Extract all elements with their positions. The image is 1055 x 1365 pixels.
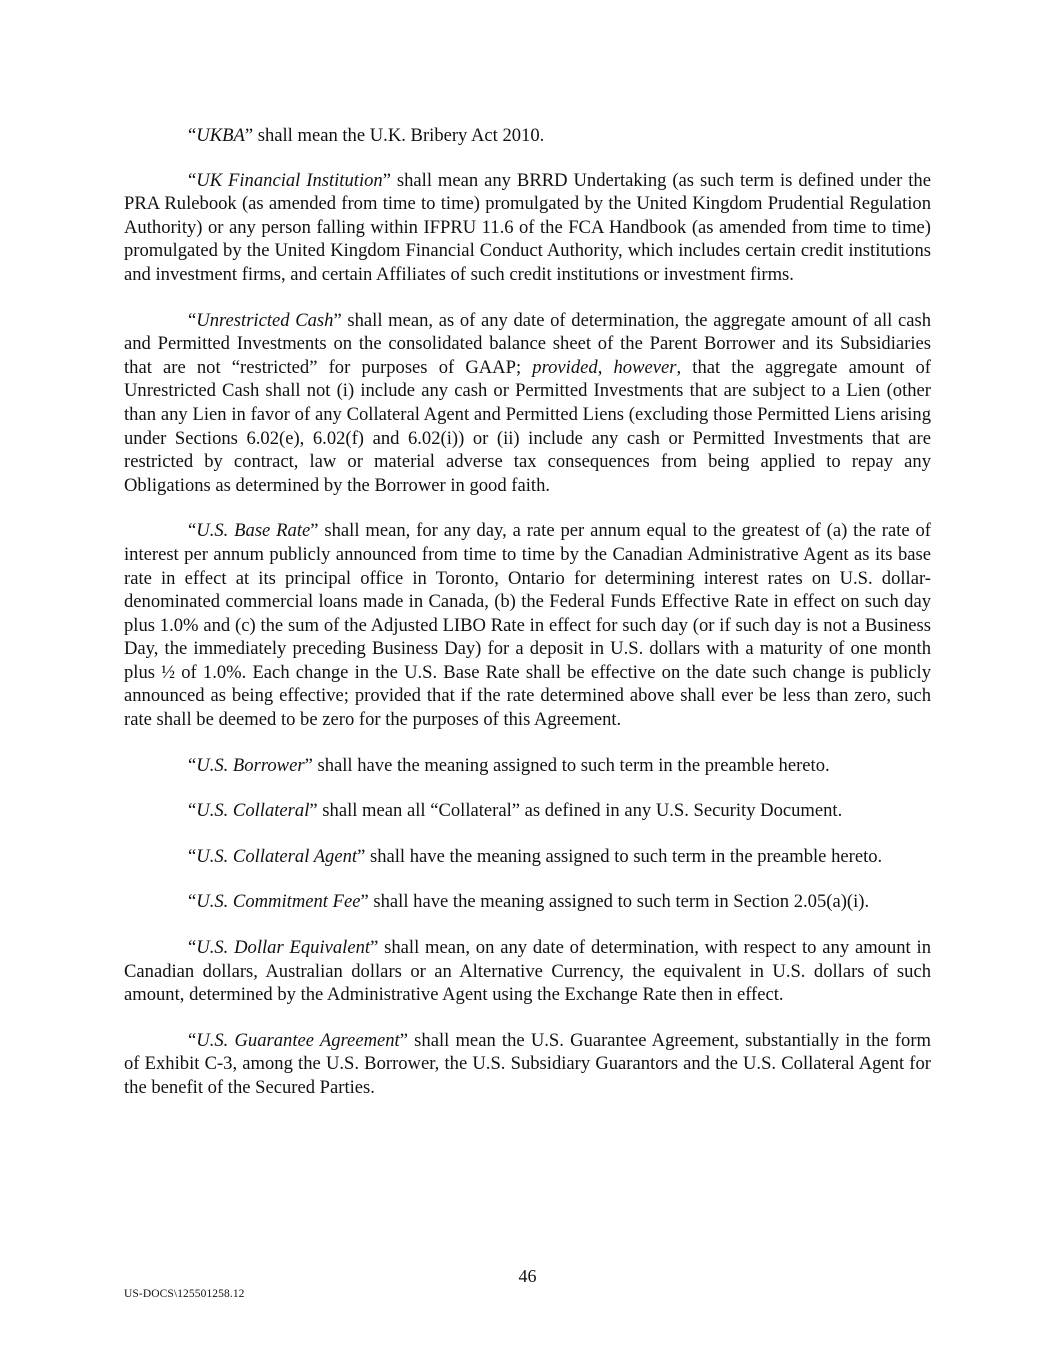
definition-text: ” shall mean, on any date of determination, with respect to any amount in Canadian dollars, Australian dollars or an Alternative Currency, the equivalent in U.S. dollars of such amount, determined by the Administrative Agent using the Exchange Rate then in effect. bbox=[124, 937, 931, 1006]
defined-term: U.S. Guarantee Agreement bbox=[196, 1029, 400, 1051]
defined-term: UK Financial Institution bbox=[196, 169, 383, 191]
page-number: 46 bbox=[518, 1266, 537, 1286]
document-id: US-DOCS\125501258.12 bbox=[124, 1288, 245, 1300]
defined-term: U.S. Borrower bbox=[196, 754, 305, 776]
separator: , bbox=[597, 356, 614, 378]
definition-uk-financial-institution: “UK Financial Institution” shall mean any BRRD Undertaking (as such term is defined under the PRA Rulebook (as amended from time to time) promulgated by the United Kingdom Prudential Regulation Authority) or any person falling within IFPRU 11.6 of the FCA Handbook (as amended from time to time) promulgated by the United Kingdom Financial Conduct Authority, which includes certain credit institutions and investment firms, and certain Affiliates of such credit institutions or investment firms. bbox=[124, 169, 931, 285]
defined-term: U.S. Base Rate bbox=[196, 520, 311, 542]
definition-us-guarantee-agreement: “U.S. Guarantee Agreement” shall mean the U.S. Guarantee Agreement, substantially in the form of Exhibit C-3, among the U.S. Borrower, the U.S. Subsidiary Guarantors and the U.S. Collateral Agent for the benefit of the Secured Parties. bbox=[124, 1029, 931, 1098]
defined-term: UKBA bbox=[196, 125, 245, 146]
defined-term: U.S. Collateral bbox=[196, 800, 310, 822]
definition-us-borrower: “U.S. Borrower” shall have the meaning assigned to such term in the preamble hereto. bbox=[188, 754, 830, 776]
definition-ukba: “UKBA” shall mean the U.K. Bribery Act 2010. bbox=[188, 125, 545, 146]
definition-us-collateral-agent: “U.S. Collateral Agent” shall have the meaning assigned to such term in the preamble hereto. bbox=[188, 845, 883, 867]
definition-text: ” shall mean all “Collateral” as defined in any U.S. Security Document. bbox=[309, 800, 843, 822]
provided-word: provided bbox=[532, 356, 598, 378]
definition-text: , that the aggregate amount of Unrestricted Cash shall not (i) include any cash or Permitted Investments that are subject to a Lien (other than any Lien in favor of any Collateral Agent and Permitted Liens (excluding those Permitted Liens arising under Sections 6.02(e), 6.02(f) and 6.02(i)) or (ii) include any cash or Permitted Investments that are restricted by contract, law or material adverse tax consequences from being applied to repay any Obligations as determined by the Borrower in good faith. bbox=[124, 356, 931, 496]
definition-text: ” shall mean, for any day, a rate per annum equal to the greatest of (a) the rate of interest per annum publicly announced from time to time by the Canadian Administrative Agent as its base rate in effect at its principal office in Toronto, Ontario for determining interest rates on U.S. dollar-denominated commercial loans made in Canada, (b) the Federal Funds Effective Rate in effect on such day plus 1.0% and (c) the sum of the Adjusted LIBO Rate in effect for such day (or if such day is not a Business Day, the immediately preceding Business Day) for a deposit in U.S. dollars with a maturity of one month plus ½ of 1.0%. Each change in the U.S. Base Rate shall be effective on the date such change is publicly announced as being effective; provided that if the rate determined above shall ever be less than zero, such rate shall be deemed to be zero for the purposes of this Agreement. bbox=[124, 520, 932, 731]
definitions-section bbox=[124, 124, 931, 1122]
defined-term: U.S. Commitment Fee bbox=[196, 891, 361, 913]
however-word: however bbox=[613, 356, 677, 378]
defined-term: U.S. Collateral Agent bbox=[196, 845, 358, 867]
definition-text: ” shall have the meaning assigned to such term in Section 2.05(a)(i). bbox=[360, 891, 870, 913]
definition-us-dollar-equivalent: “U.S. Dollar Equivalent” shall mean, on any date of determination, with respect to any amount in Canadian dollars, Australian dollars or an Alternative Currency, the equivalent in U.S. dollars of such amount, determined by the Administrative Agent using the Exchange Rate then in effect. bbox=[124, 937, 931, 1006]
definition-unrestricted-cash: “Unrestricted Cash” shall mean, as of any date of determination, the aggregate amount of all cash and Permitted Investments on the consolidated balance sheet of the Parent Borrower and its Subsidiaries that are not “restricted” for purposes of GAAP; provided, however, that the aggregate amount of Unrestricted Cash shall not (i) include any cash or Permitted Investments that are subject to a Lien (other than any Lien in favor of any Collateral Agent and Permitted Liens (excluding those Permitted Liens arising under Sections 6.02(e), 6.02(f) and 6.02(i)) or (ii) include any cash or Permitted Investments that are restricted by contract, law or material adverse tax consequences from being applied to repay any Obligations as determined by the Borrower in good faith. bbox=[124, 309, 931, 496]
definition-text: ” shall mean the U.K. Bribery Act 2010. bbox=[244, 125, 545, 146]
definition-us-base-rate: “U.S. Base Rate” shall mean, for any day, a rate per annum equal to the greatest of (a) the rate of interest per annum publicly announced from time to time by the Canadian Administrative Agent as its base rate in effect at its principal office in Toronto, Ontario for determining interest rates on U.S. dollar-denominated commercial loans made in Canada, (b) the Federal Funds Effective Rate in effect on such day plus 1.0% and (c) the sum of the Adjusted LIBO Rate in effect for such day (or if such day is not a Business Day, the immediately preceding Business Day) for a deposit in U.S. dollars with a maturity of one month plus ½ of 1.0%. Each change in the U.S. Base Rate shall be effective on the date such change is publicly announced as being effective; provided that if the rate determined above shall ever be less than zero, such rate shall be deemed to be zero for the purposes of this Agreement. bbox=[124, 520, 932, 731]
defined-term: Unrestricted Cash bbox=[196, 309, 334, 331]
defined-term: U.S. Dollar Equivalent bbox=[196, 937, 371, 959]
definition-text: ” shall mean, as of any date of determination, the aggregate amount of all cash and Permitted Investments on the consolidated balance sheet of the Parent Borrower and its Subsidiaries that are not “restricted” for purposes of GAAP; bbox=[124, 309, 931, 378]
definition-text: ” shall have the meaning assigned to such term in the preamble hereto. bbox=[357, 845, 883, 867]
definition-us-commitment-fee: “U.S. Commitment Fee” shall have the meaning assigned to such term in Section 2.05(a)(i). bbox=[188, 891, 870, 913]
definition-us-collateral: “U.S. Collateral” shall mean all “Collateral” as defined in any U.S. Security Document. bbox=[188, 800, 843, 822]
definition-text: ” shall mean any BRRD Undertaking (as such term is defined under the PRA Rulebook (as amended from time to time) promulgated by the United Kingdom Prudential Regulation Authority) or any person falling within IFPRU 11.6 of the FCA Handbook (as amended from time to time) promulgated by the United Kingdom Financial Conduct Authority, which includes certain credit institutions and investment firms, and certain Affiliates of such credit institutions or investment firms. bbox=[124, 169, 931, 285]
definition-text: ” shall mean the U.S. Guarantee Agreement, substantially in the form of Exhibit C-3, among the U.S. Borrower, the U.S. Subsidiary Guarantors and the U.S. Collateral Agent for the benefit of the Secured Parties. bbox=[124, 1029, 931, 1098]
definition-text: ” shall have the meaning assigned to such term in the preamble hereto. bbox=[304, 754, 830, 776]
